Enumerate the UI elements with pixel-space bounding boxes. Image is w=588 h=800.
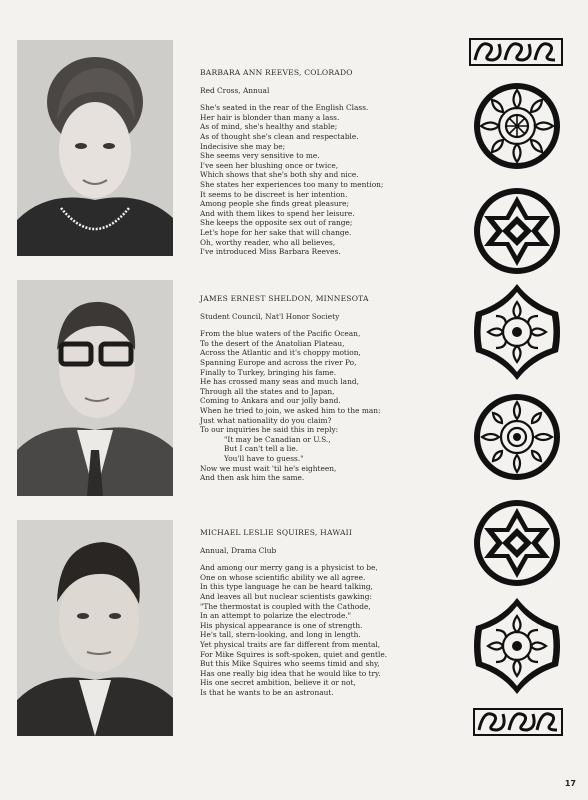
poem-line: Among people she finds great pleasure;	[200, 199, 350, 209]
poem-line: One on whose scientific ability we all agree.	[200, 572, 366, 582]
student-poem	[200, 563, 462, 697]
poem-line: She seems very sensitive to me.	[200, 151, 320, 161]
poem-line: She states her experiences too many to mention;	[200, 179, 384, 189]
poem-line: And with them likes to spend her leisure.	[200, 208, 355, 218]
student-activities: Annual, Drama Club	[200, 545, 277, 555]
student-photo-squires	[17, 520, 173, 736]
student-photo-reeves	[17, 40, 173, 256]
poem-line: "The thermostat is coupled with the Cathode,	[200, 601, 371, 611]
poem-line: Through all the states and to Japan,	[200, 386, 335, 396]
poem-line: Across the Atlantic and it's choppy motion,	[200, 348, 361, 358]
ornament-band-top	[469, 38, 563, 66]
poem-line: To our inquiries he said this in reply:	[200, 425, 339, 435]
poem-line: Which shows that she's both shy and nice.	[200, 170, 359, 180]
ornament-floral-diamond-2	[472, 596, 562, 696]
student-text-squires	[200, 528, 462, 698]
poem-line: When he tried to join, we asked him to the man:	[200, 405, 381, 415]
poem-line: From the blue waters of the Pacific Ocean,	[200, 329, 361, 339]
poem-line: Coming to Ankara and our jolly band.	[200, 396, 341, 406]
poem-line: To the desert of the Anatolian Plateau,	[200, 338, 345, 348]
poem-line: Yet physical traits are far different from mental,	[200, 639, 381, 649]
poem-line: Spanning Europe and across the river Po,	[200, 357, 357, 367]
ornament-floral-diamond-1	[472, 282, 562, 382]
poem-line: Just what nationality do you claim?	[200, 415, 332, 425]
student-photo-sheldon	[17, 280, 173, 496]
poem-line: He has crossed many seas and much land,	[200, 377, 359, 387]
poem-line: He's tall, stern-looking, and long in length.	[200, 630, 361, 640]
ornament-star-1	[472, 186, 562, 276]
ornament-rosette-2	[472, 392, 562, 482]
ornament-rosette-1	[472, 80, 562, 172]
poem-line: For Mike Squires is soft-spoken, quiet and gentle.	[200, 649, 388, 659]
poem-line: Indecisive she may be;	[200, 141, 286, 151]
poem-line: You'll have to guess."	[224, 453, 304, 463]
poem-line: Let's hope for her sake that will change.	[200, 227, 352, 237]
poem-line: And then ask him the same.	[200, 473, 305, 483]
poem-line: His one secret ambition, believe it or not,	[200, 678, 356, 688]
poem-line: His physical appearance is one of strength.	[200, 620, 363, 630]
poem-line: As of thought she's clean and respectable.	[200, 131, 359, 141]
poem-line: "It may be Canadian or U.S.,	[224, 434, 331, 444]
poem-line: Is that he wants to be an astronaut.	[200, 687, 334, 697]
poem-line: She's seated in the rear of the English Class.	[200, 103, 369, 113]
page-number: 17	[564, 779, 576, 788]
ornament-band-bottom	[473, 708, 563, 736]
poem-line: It seems to be discreet is her intention.	[200, 189, 348, 199]
poem-line: And leaves all but nuclear scientists gawking:	[200, 591, 372, 601]
student-name: MICHAEL LESLIE SQUIRES, HAWAII	[200, 528, 353, 537]
student-poem	[200, 329, 462, 483]
poem-line: She keeps the opposite sex out of range;	[200, 218, 353, 228]
poem-line: But I can't tell a lie.	[224, 444, 299, 454]
student-name: JAMES ERNEST SHELDON, MINNESOTA	[200, 294, 369, 303]
poem-line: I've seen her blushing once or twice,	[200, 160, 339, 170]
poem-line: In an attempt to polarize the electrode."	[200, 611, 352, 621]
poem-line: In this type language he can be heard talking,	[200, 582, 373, 592]
ornament-star-2	[472, 498, 562, 588]
student-text-reeves	[200, 68, 462, 257]
poem-line: Has one really big idea that he would like to try.	[200, 668, 381, 678]
student-activities: Student Council, Nat'l Honor Society	[200, 311, 340, 321]
poem-line: But this Mike Squires who seems timid and shy,	[200, 659, 380, 669]
poem-line: Finally to Turkey, bringing his fame.	[200, 367, 337, 377]
poem-line: And among our merry gang is a physicist to be,	[200, 563, 378, 573]
student-activities: Red Cross, Annual	[200, 85, 270, 95]
student-poem	[200, 103, 462, 257]
poem-line: As of mind, she's healthy and stable;	[200, 122, 338, 132]
student-text-sheldon	[200, 294, 462, 483]
student-name: BARBARA ANN REEVES, COLORADO	[200, 68, 353, 77]
poem-line: Now we must wait 'til he's eighteen,	[200, 463, 337, 473]
poem-line: Her hair is blonder than many a lass.	[200, 112, 340, 122]
poem-line: I've introduced Miss Barbara Reeves.	[200, 247, 341, 257]
poem-line: Oh, worthy reader, who all believes,	[200, 237, 336, 247]
